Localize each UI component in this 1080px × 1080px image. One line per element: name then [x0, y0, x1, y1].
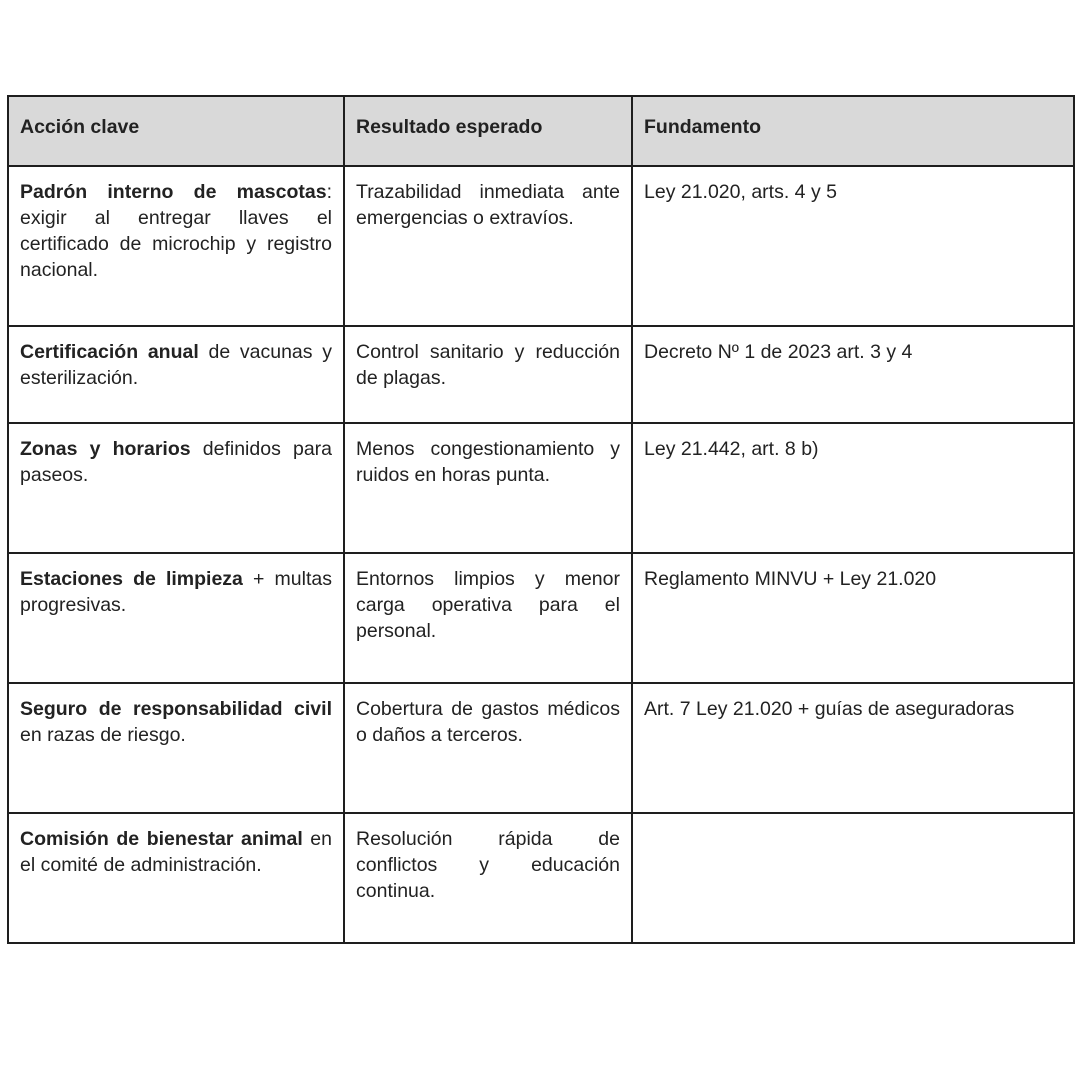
action-rest: definidos para paseos. — [20, 438, 333, 486]
basis-cell — [632, 813, 1074, 943]
result-cell: Control sanitario y reducción de plagas. — [344, 326, 632, 423]
table-header-row — [8, 96, 1074, 166]
basis-cell: Art. 7 Ley 21.020 + guías de aseguradoras — [632, 683, 1074, 813]
action-rest: en el comité de administración. — [20, 828, 332, 876]
result-cell: Menos congestionamiento y ruidos en horas punta. — [344, 423, 632, 553]
action-bold: Estaciones de limpieza — [20, 568, 243, 590]
action-rest: : exigir al entregar llaves el certificado de microchip y registro nacional. — [20, 181, 332, 281]
basis-cell: Ley 21.020, arts. 4 y 5 — [632, 166, 1074, 326]
action-rest: en razas de riesgo. — [20, 724, 186, 746]
result-cell: Cobertura de gastos médicos o daños a terceros. — [344, 683, 632, 813]
action-cell — [8, 683, 344, 813]
table-row — [8, 166, 1074, 326]
table-row — [8, 813, 1074, 943]
basis-cell: Ley 21.442, art. 8 b) — [632, 423, 1074, 553]
header-fundamento: Fundamento — [632, 96, 1074, 166]
table-row — [8, 553, 1074, 683]
table-row — [8, 326, 1074, 423]
action-bold: Seguro de responsabilidad civil — [20, 698, 332, 720]
action-rest: de vacunas y esterilización. — [20, 341, 332, 389]
action-bold: Certificación anual — [20, 341, 199, 363]
table-row — [8, 683, 1074, 813]
action-bold: Zonas y horarios — [20, 438, 191, 460]
basis-cell: Reglamento MINVU + Ley 21.020 — [632, 553, 1074, 683]
header-resultado-esperado: Resultado esperado — [344, 96, 632, 166]
action-rest: + multas progresivas. — [20, 568, 332, 616]
result-cell: Trazabilidad inmediata ante emergencias o extravíos. — [344, 166, 632, 326]
action-cell — [8, 813, 344, 943]
table-row — [8, 423, 1074, 553]
action-cell — [8, 423, 344, 553]
action-bold: Padrón interno de mascotas — [20, 181, 327, 203]
result-cell: Resolución rápida de conflictos y educación continua. — [344, 813, 632, 943]
action-cell — [8, 326, 344, 423]
header-accion-clave: Acción clave — [8, 96, 344, 166]
action-cell — [8, 166, 344, 326]
basis-cell: Decreto Nº 1 de 2023 art. 3 y 4 — [632, 326, 1074, 423]
measures-table — [7, 95, 1075, 944]
result-cell: Entornos limpios y menor carga operativa para el personal. — [344, 553, 632, 683]
action-cell — [8, 553, 344, 683]
action-bold: Comisión de bienestar animal — [20, 828, 303, 850]
